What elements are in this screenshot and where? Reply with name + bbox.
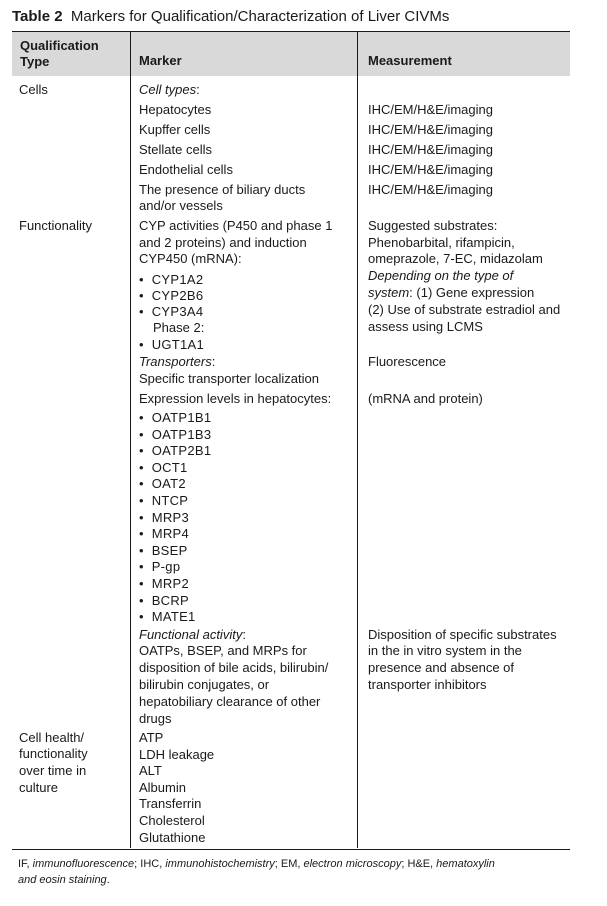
marker-cyp: and 2 proteins) and induction [139, 235, 307, 250]
bullet: • [139, 459, 144, 475]
bullet: • [139, 542, 144, 558]
footnote-text: immunohistochemistry [165, 858, 275, 870]
bullet: • [139, 592, 144, 608]
bullet: • [139, 526, 144, 542]
list-item-cyp [139, 272, 203, 289]
bullet: • [139, 559, 144, 575]
list-item-transporter [139, 543, 188, 560]
marker-stellate: Stellate cells [139, 142, 212, 157]
column-divider [130, 32, 131, 848]
footnote-line [18, 856, 495, 872]
list-item-transporter [139, 526, 189, 543]
measure-stellate: IHC/EM/H&E/imaging [368, 142, 493, 157]
list-item-cyp [139, 304, 203, 321]
list-item-transporter [139, 476, 186, 493]
transporter-name: NTCP [151, 493, 189, 508]
row-type-cell-health: functionality [19, 746, 88, 761]
marker-functional-activity: OATPs, BSEP, and MRPs for [139, 643, 307, 658]
measure-disposition: transporter inhibitors [368, 677, 487, 692]
list-item-transporter [139, 559, 180, 576]
bullet: • [139, 272, 144, 287]
marker-transporter-localization: Specific transporter localization [139, 371, 319, 386]
list-item-transporter [139, 510, 189, 527]
bullet: • [139, 493, 144, 508]
transporter-name: MRP2 [151, 576, 190, 591]
list-item-cyp [139, 288, 203, 305]
marker-kupffer: Kupffer cells [139, 122, 211, 137]
health-marker: Albumin [139, 779, 186, 795]
measure-gene-expression [368, 285, 534, 302]
health-marker: ALT [139, 763, 162, 779]
bullet: • [139, 426, 144, 442]
marker-functional-activity: drugs [139, 711, 172, 726]
table-footnote [18, 856, 495, 888]
marker-functional-activity: bilirubin conjugates, or [139, 677, 270, 692]
health-marker: ATP [139, 730, 164, 745]
colon: : [196, 82, 200, 97]
marker-endothelial: Endothelial cells [139, 162, 233, 177]
table-title: Markers for Qualification/Characterization of Liver CIVMs [70, 8, 450, 25]
transporter-name: MRP4 [151, 526, 190, 542]
measure-disposition: in the in vitro system in the [368, 643, 522, 658]
measure-mrna: (mRNA and protein) [368, 391, 483, 406]
transporter-name: OATP2B1 [151, 443, 212, 459]
list-item-ugt [139, 337, 204, 354]
header-measurement: Measurement [368, 53, 452, 68]
footnote-text: and eosin staining [18, 874, 107, 886]
row-type-functionality: Functionality [19, 218, 92, 233]
italic-label: Cell types [139, 82, 197, 97]
list-item-transporter [139, 410, 211, 427]
italic-label: system [368, 285, 410, 300]
footnote-text: electron microscopy [303, 858, 402, 870]
list-item-transporter [139, 493, 188, 510]
transporter-name: BSEP [151, 542, 188, 558]
transporter-name: OATP1B3 [151, 426, 212, 442]
measure-substrates: Suggested substrates: [368, 218, 498, 233]
list-item-transporter [139, 460, 188, 477]
marker-cyp: CYP450 (mRNA): [139, 251, 242, 266]
transporter-name: OAT2 [151, 476, 186, 492]
footnote-line [18, 872, 495, 888]
marker-biliary: The presence of biliary ducts [139, 182, 306, 197]
health-marker: Cholesterol [139, 813, 205, 828]
marker-functional-activity: disposition of bile acids, bilirubin/ [139, 660, 329, 675]
table-label: Table 2 [12, 8, 63, 25]
cyp-name: CYP1A2 [151, 272, 204, 287]
colon: : [242, 627, 246, 642]
marker-functional-activity: hepatobiliary clearance of other [139, 694, 321, 709]
marker-cell-types-label [139, 82, 200, 99]
footnote-text: IF, [18, 858, 33, 870]
marker-hepatocytes: Hepatocytes [139, 102, 212, 117]
marker-cyp: CYP activities (P450 and phase 1 [139, 218, 333, 233]
ugt-name: UGT1A1 [151, 337, 205, 352]
transporter-name: OATP1B1 [151, 410, 212, 425]
bullet: • [139, 576, 144, 591]
row-type-cell-health: over time in [19, 763, 87, 778]
bullet: • [139, 509, 144, 525]
column-divider [357, 32, 358, 848]
bullet: • [139, 443, 144, 459]
measure-lcms: assess using LCMS [368, 319, 483, 334]
marker-biliary: and/or vessels [139, 198, 223, 213]
measure-disposition: Disposition of specific substrates [368, 627, 557, 642]
bullet: • [139, 476, 144, 492]
top-rule [12, 31, 570, 32]
bullet: • [139, 337, 144, 352]
italic-label: Functional activity [139, 627, 243, 642]
footnote-text: ; IHC, [134, 858, 166, 870]
cyp-name: CYP2B6 [151, 288, 204, 303]
header-text: Qualification [20, 38, 99, 53]
list-item-transporter [139, 576, 189, 593]
table-caption [12, 8, 449, 26]
footnote-text: ; H&E, [401, 858, 437, 870]
measure-disposition: presence and absence of [368, 660, 514, 675]
italic-label: Transporters [139, 354, 212, 369]
measure-depending: Depending on the type of [368, 268, 514, 283]
transporter-name: BCRP [151, 592, 190, 608]
transporter-name: OCT1 [151, 459, 188, 475]
footnote-text: immunofluorescence [32, 858, 135, 870]
cyp-name: CYP3A4 [151, 304, 204, 319]
header-marker: Marker [139, 53, 182, 68]
bullet: • [139, 288, 144, 303]
measure-text: : (1) Gene expression [409, 285, 535, 300]
list-item-transporter [139, 443, 211, 460]
row-type-cell-health: culture [19, 780, 59, 795]
measure-kupffer: IHC/EM/H&E/imaging [368, 122, 493, 137]
transporter-name: MATE1 [151, 609, 196, 625]
measure-biliary: IHC/EM/H&E/imaging [368, 182, 493, 197]
bullet: • [139, 304, 144, 319]
bullet: • [139, 410, 144, 425]
health-marker: Transferrin [139, 796, 202, 812]
measure-endothelial: IHC/EM/H&E/imaging [368, 162, 493, 177]
measure-substrates: omeprazole, 7-EC, midazolam [368, 251, 543, 266]
footnote-text: ; EM, [274, 858, 304, 870]
measure-fluorescence: Fluorescence [368, 354, 447, 369]
list-item-transporter [139, 427, 211, 444]
colon: : [211, 354, 216, 369]
health-marker: Glutathione [139, 829, 206, 845]
bottom-rule [12, 849, 570, 850]
measure-substrates: Phenobarbital, rifampicin, [368, 235, 515, 250]
row-type-cell-health: Cell health/ [19, 730, 85, 745]
row-type-cells: Cells [19, 82, 48, 97]
footnote-text: hematoxylin [436, 858, 495, 870]
transporter-name: MRP3 [151, 509, 190, 525]
header-text: Type [20, 54, 50, 69]
measure-hepatocytes: IHC/EM/H&E/imaging [368, 102, 493, 117]
bullet: • [139, 609, 144, 625]
header-qualification-type [20, 38, 99, 70]
health-marker: LDH leakage [139, 746, 215, 762]
marker-transporters-label [139, 354, 215, 371]
list-item-transporter [139, 593, 189, 610]
marker-expression-levels: Expression levels in hepatocytes: [139, 391, 332, 406]
footnote-text: . [106, 874, 110, 886]
marker-functional-activity-label [139, 627, 246, 644]
measure-estradiol: (2) Use of substrate estradiol and [368, 302, 561, 317]
marker-phase2: Phase 2: [153, 320, 205, 335]
list-item-transporter [139, 609, 196, 626]
transporter-name: P-gp [151, 559, 181, 575]
